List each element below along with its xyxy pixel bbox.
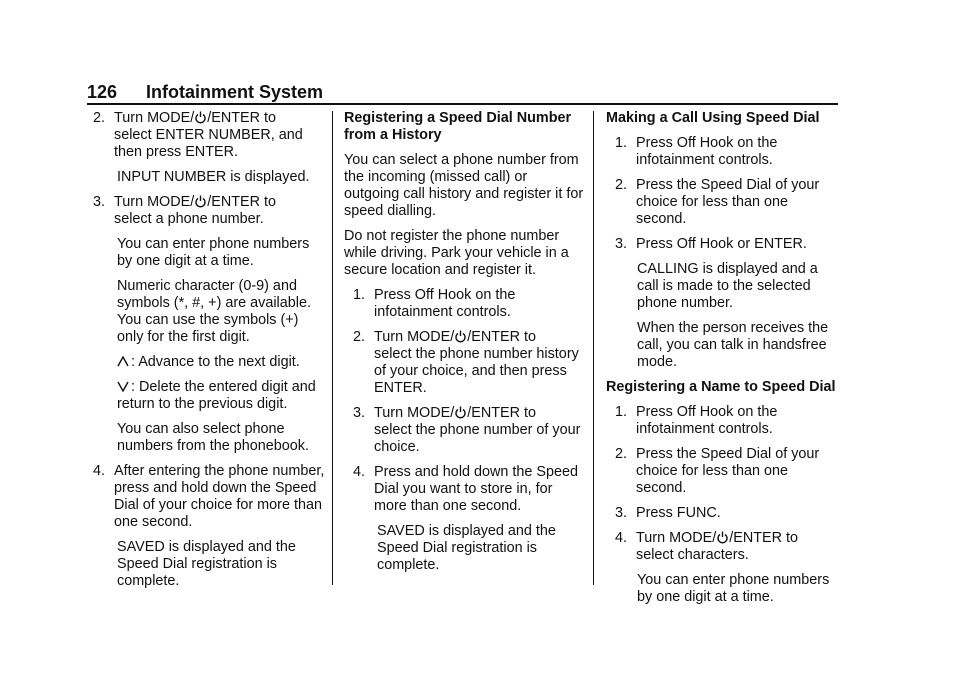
- section-heading: Registering a Speed Dial Number from a History: [344, 110, 572, 143]
- power-knob-icon: [195, 111, 206, 124]
- step-3-down-note: : Delete the entered digit and return to the previous digit.: [117, 379, 316, 412]
- section-heading: Registering a Name to Speed Dial: [606, 379, 836, 395]
- step-4: 4. Turn MODE/ /ENTER to select characters.: [615, 530, 799, 563]
- step-4-note: You can enter phone numbers by one digit at a time.: [637, 572, 830, 605]
- step-4-result: SAVED is displayed and the Speed Dial registration is complete.: [117, 539, 296, 589]
- power-knob-icon: [717, 531, 728, 544]
- step-3-note-2: Numeric character (0-9) and symbols (*, #, +) are available. You can use the symbols (+) only for the first digit.: [117, 278, 311, 345]
- step-4: 4. Press and hold down the Speed Dial you want to store in, for more than one second.: [353, 464, 579, 514]
- power-knob-icon: [195, 195, 206, 208]
- step-2: 2. Press the Speed Dial of your choice for less than one second.: [615, 177, 820, 227]
- column-1: [93, 110, 325, 598]
- step-4-result: SAVED is displayed and the Speed Dial registration is complete.: [377, 523, 556, 573]
- chevron-up-icon: [117, 356, 129, 367]
- step-2: 2. Turn MODE/ /ENTER to select ENTER NUMBER, and then press ENTER.: [93, 110, 303, 160]
- step-3: 3. Turn MODE/ /ENTER to select the phone number of your choice.: [353, 405, 581, 455]
- header-rule: [87, 103, 838, 105]
- step-3-note: When the person receives the call, you can talk in handsfree mode.: [637, 320, 829, 370]
- step-3-note-1: You can enter phone numbers by one digit at a time.: [117, 236, 310, 269]
- paragraph: You can select a phone number from the incoming (missed call) or outgoing call history and register it for speed dialling.: [344, 152, 584, 219]
- column-3: [606, 110, 841, 614]
- power-knob-icon: [455, 406, 466, 419]
- column-2: [344, 110, 584, 582]
- step-4: 4. After entering the phone number, press and hold down the Speed Dial of your choice for more than one second.: [93, 463, 325, 530]
- step-text: Turn MODE/: [114, 110, 195, 126]
- chevron-down-icon: [117, 381, 129, 392]
- power-knob-icon: [455, 330, 466, 343]
- column-divider-2: [593, 111, 594, 585]
- step-number: 2.: [93, 110, 106, 126]
- step-3: 3. Press Off Hook or ENTER.: [615, 236, 807, 252]
- paragraph: Do not register the phone number while driving. Park your vehicle in a secure location and register it.: [344, 228, 569, 278]
- section-title: Infotainment System: [146, 82, 324, 102]
- step-number: 3.: [93, 194, 106, 210]
- column-divider-1: [332, 111, 333, 585]
- step-3-up-note: : Advance to the next digit.: [93, 354, 325, 371]
- section-heading: Making a Call Using Speed Dial: [606, 110, 820, 126]
- step-number: 4.: [93, 463, 106, 479]
- step-1: 1. Press Off Hook on the infotainment controls.: [615, 135, 778, 168]
- step-1: 1. Press Off Hook on the infotainment controls.: [353, 287, 516, 320]
- step-3-result: CALLING is displayed and a call is made to the selected phone number.: [637, 261, 818, 311]
- step-3-note-3: You can also select phone numbers from the phonebook.: [117, 421, 309, 454]
- step-2: 2. Turn MODE/ /ENTER to select the phone number history of your choice, and then press ENTER.: [353, 329, 579, 396]
- step-2: 2. Press the Speed Dial of your choice for less than one second.: [615, 446, 820, 496]
- step-3: 3. Press FUNC.: [615, 505, 721, 521]
- step-2-result: INPUT NUMBER is displayed.: [117, 169, 310, 185]
- page-number: 126: [87, 82, 118, 102]
- step-1: 1. Press Off Hook on the infotainment controls.: [615, 404, 778, 437]
- step-3: 3. Turn MODE/ /ENTER to select a phone number.: [93, 194, 277, 227]
